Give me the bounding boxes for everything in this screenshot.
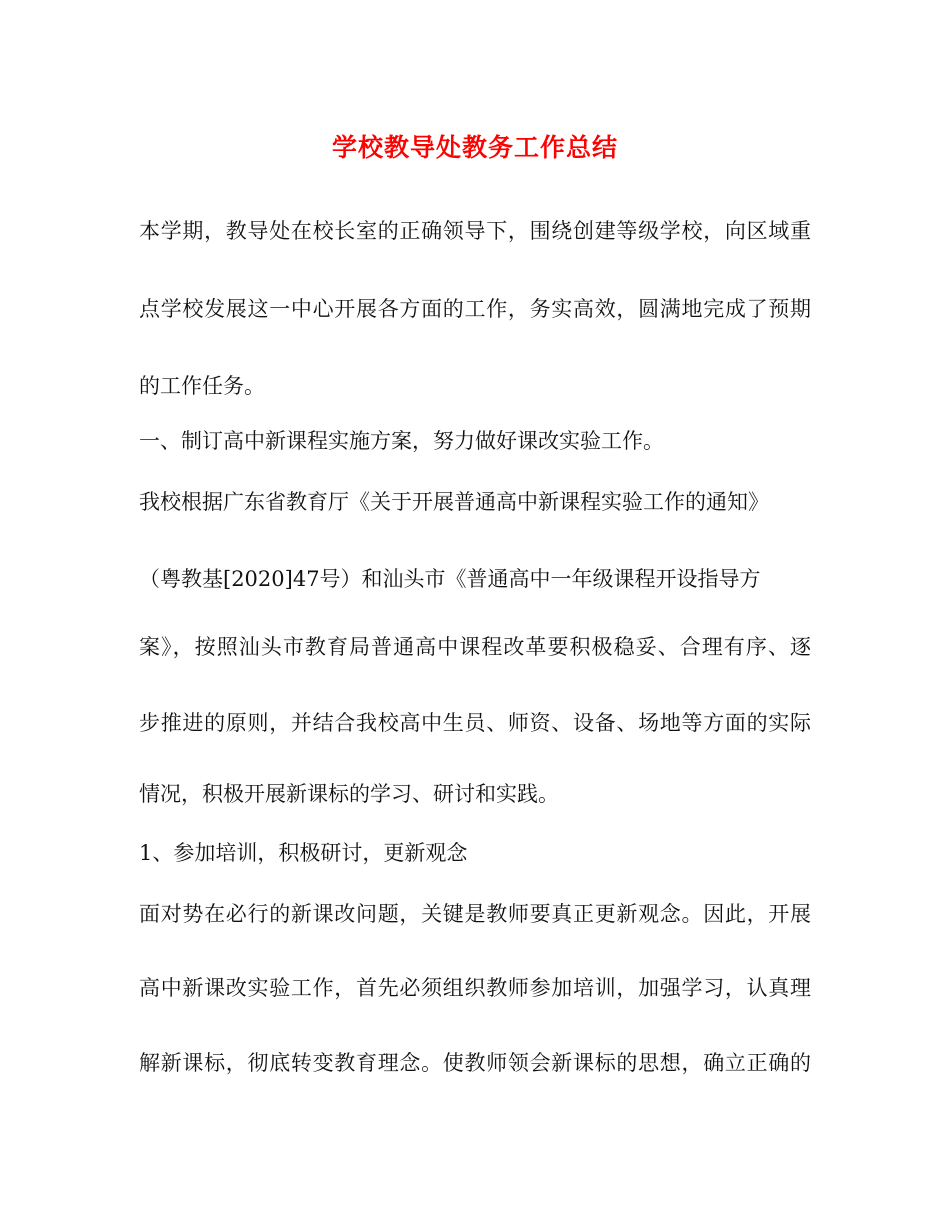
text-line: （粤教基[2020]47号）和汕头市《普通高中一年级课程开设指导方 — [139, 567, 761, 591]
text-line: 步推进的原则，并结合我校高中生员、师资、设备、场地等方面的实际 — [139, 711, 811, 735]
text-line: 案》，按照汕头市教育局普通高中课程改革要积极稳妥、合理有序、逐 — [139, 635, 811, 659]
text-line: 我校根据广东省教育厅《关于开展普通高中新课程实验工作的通知》 — [139, 490, 769, 514]
section-heading: 一、制订高中新课程实施方案，努力做好课改实验工作。 — [139, 429, 664, 453]
text-line: 面对势在必行的新课改问题，关键是教师要真正更新观念。因此，开展 — [139, 902, 811, 926]
text-line: 情况，积极开展新课标的学习、研讨和实践。 — [139, 782, 559, 806]
subsection-heading: 1、参加培训，积极研讨，更新观念 — [139, 841, 468, 865]
document-title: 学校教导处教务工作总结 — [331, 133, 618, 162]
text-line: 的工作任务。 — [139, 374, 265, 398]
text-line: 点学校发展这一中心开展各方面的工作，务实高效，圆满地完成了预期 — [139, 297, 811, 321]
text-line: 解新课标，彻底转变教育理念。使教师领会新课标的思想，确立正确的 — [139, 1051, 811, 1075]
text-line: 高中新课改实验工作，首先必须组织教师参加培训，加强学习，认真理 — [139, 976, 811, 1000]
text-line: 本学期，教导处在校长室的正确领导下，围绕创建等级学校，向区域重 — [139, 219, 811, 243]
